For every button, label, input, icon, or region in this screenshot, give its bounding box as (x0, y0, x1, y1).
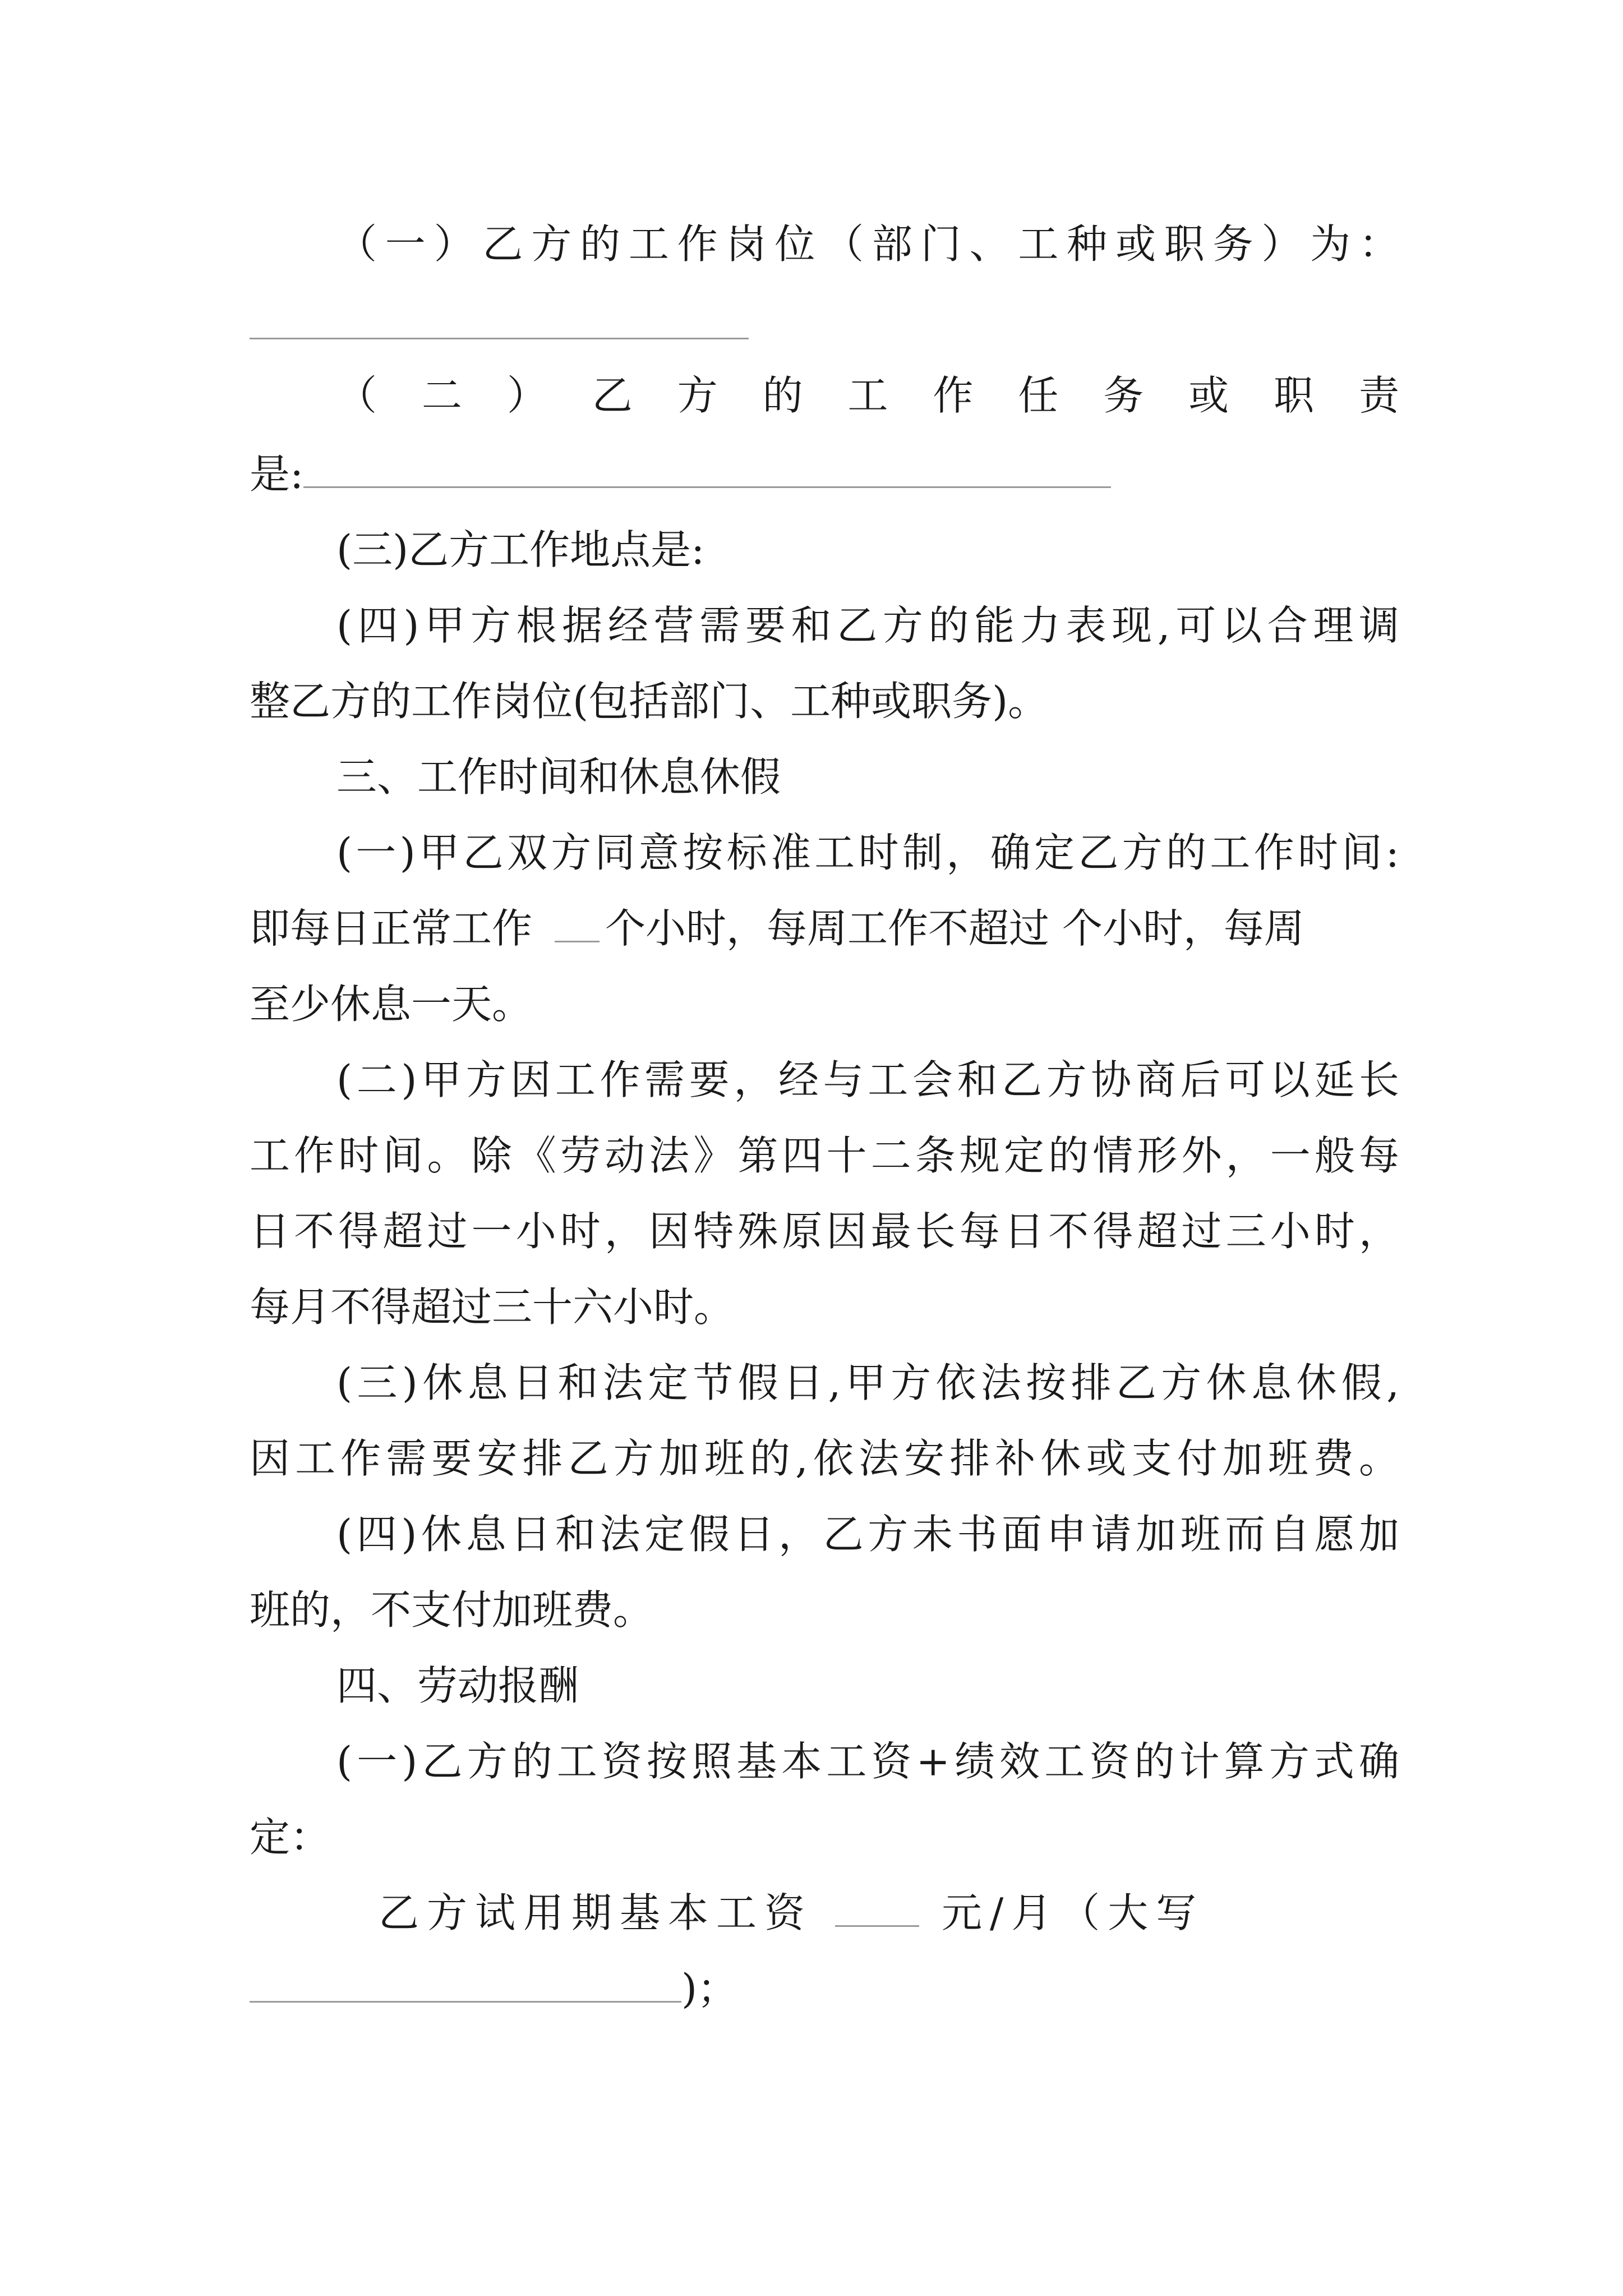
job-duties-continued (250, 446, 1399, 508)
clause-position-adjustment: (四)甲方根据经营需要和乙方的能力表现,可以合理调 (336, 602, 1399, 649)
daily-hours-text: 即每日正常工作 (250, 905, 533, 952)
clause-rest-day: 至少休息一天。 (250, 981, 533, 1028)
clause-work-location: (三)乙方工作地点是: (336, 526, 705, 573)
section-heading-working-hours: 三、工作时间和休息休假 (336, 753, 781, 800)
clause-overtime: (二)甲方因工作需要，经与工会和乙方协商后可以延长 (336, 1056, 1399, 1103)
clause-job-position: （一）乙方的工作岗位（部门、工种或职务）为： (336, 220, 1399, 268)
section-heading-remuneration: 四、劳动报酬 (336, 1662, 579, 1709)
weekly-hours-text: 个小时，每周工作不超过 个小时，每周 (605, 905, 1304, 952)
daily-hours-blank (555, 907, 600, 942)
clause-standard-hours-continued (250, 900, 1399, 962)
clause-voluntary-overtime-continued: 班的，不支付加班费。 (250, 1586, 654, 1634)
job-duties-label: 是: (250, 450, 304, 498)
probation-salary-close: )； (681, 1965, 738, 2012)
clause-holiday-rest-continued: 因工作需要安排乙方加班的,依法安排补休或支付加班费。 (250, 1435, 1399, 1482)
clause-standard-hours: (一)甲乙双方同意按标准工时制，确定乙方的工作时间: (336, 829, 1399, 876)
probation-salary-unit: 元/月（大写 (942, 1889, 1205, 1936)
job-position-blank (250, 338, 749, 339)
probation-salary-label: 乙方试用期基本工资 (379, 1889, 813, 1936)
clause-holiday-rest: (三)休息日和法定节假日,甲方依法按排乙方休息休假, (336, 1359, 1399, 1406)
clause-job-duties: （ 二 ） 乙 方 的 工 作 任 务 或 职 责 (336, 372, 1399, 419)
clause-probation-salary (379, 1885, 1399, 1947)
clause-salary-method-continued: 定： (250, 1814, 331, 1861)
clause-overtime-line-3: 日不得超过一小时，因特殊原因最长每日不得超过三小时， (250, 1208, 1399, 1255)
salary-in-words-blank (250, 1967, 681, 2003)
clause-voluntary-overtime: (四)休息日和法定假日，乙方未书面申请加班而自愿加 (336, 1511, 1399, 1558)
job-duties-blank (303, 453, 1111, 488)
clause-overtime-line-2: 工作时间。除《劳动法》第四十二条规定的情形外，一般每 (250, 1132, 1399, 1179)
probation-salary-blank (835, 1892, 919, 1927)
clause-probation-salary-continued (250, 1961, 1399, 2022)
clause-overtime-line-4: 每月不得超过三十六小时。 (250, 1283, 735, 1331)
clause-position-adjustment-continued: 整乙方的工作岗位(包括部门、工种或职务)。 (250, 678, 1049, 725)
clause-salary-method: (一)乙方的工资按照基本工资+绩效工资的计算方式确 (336, 1738, 1399, 1785)
